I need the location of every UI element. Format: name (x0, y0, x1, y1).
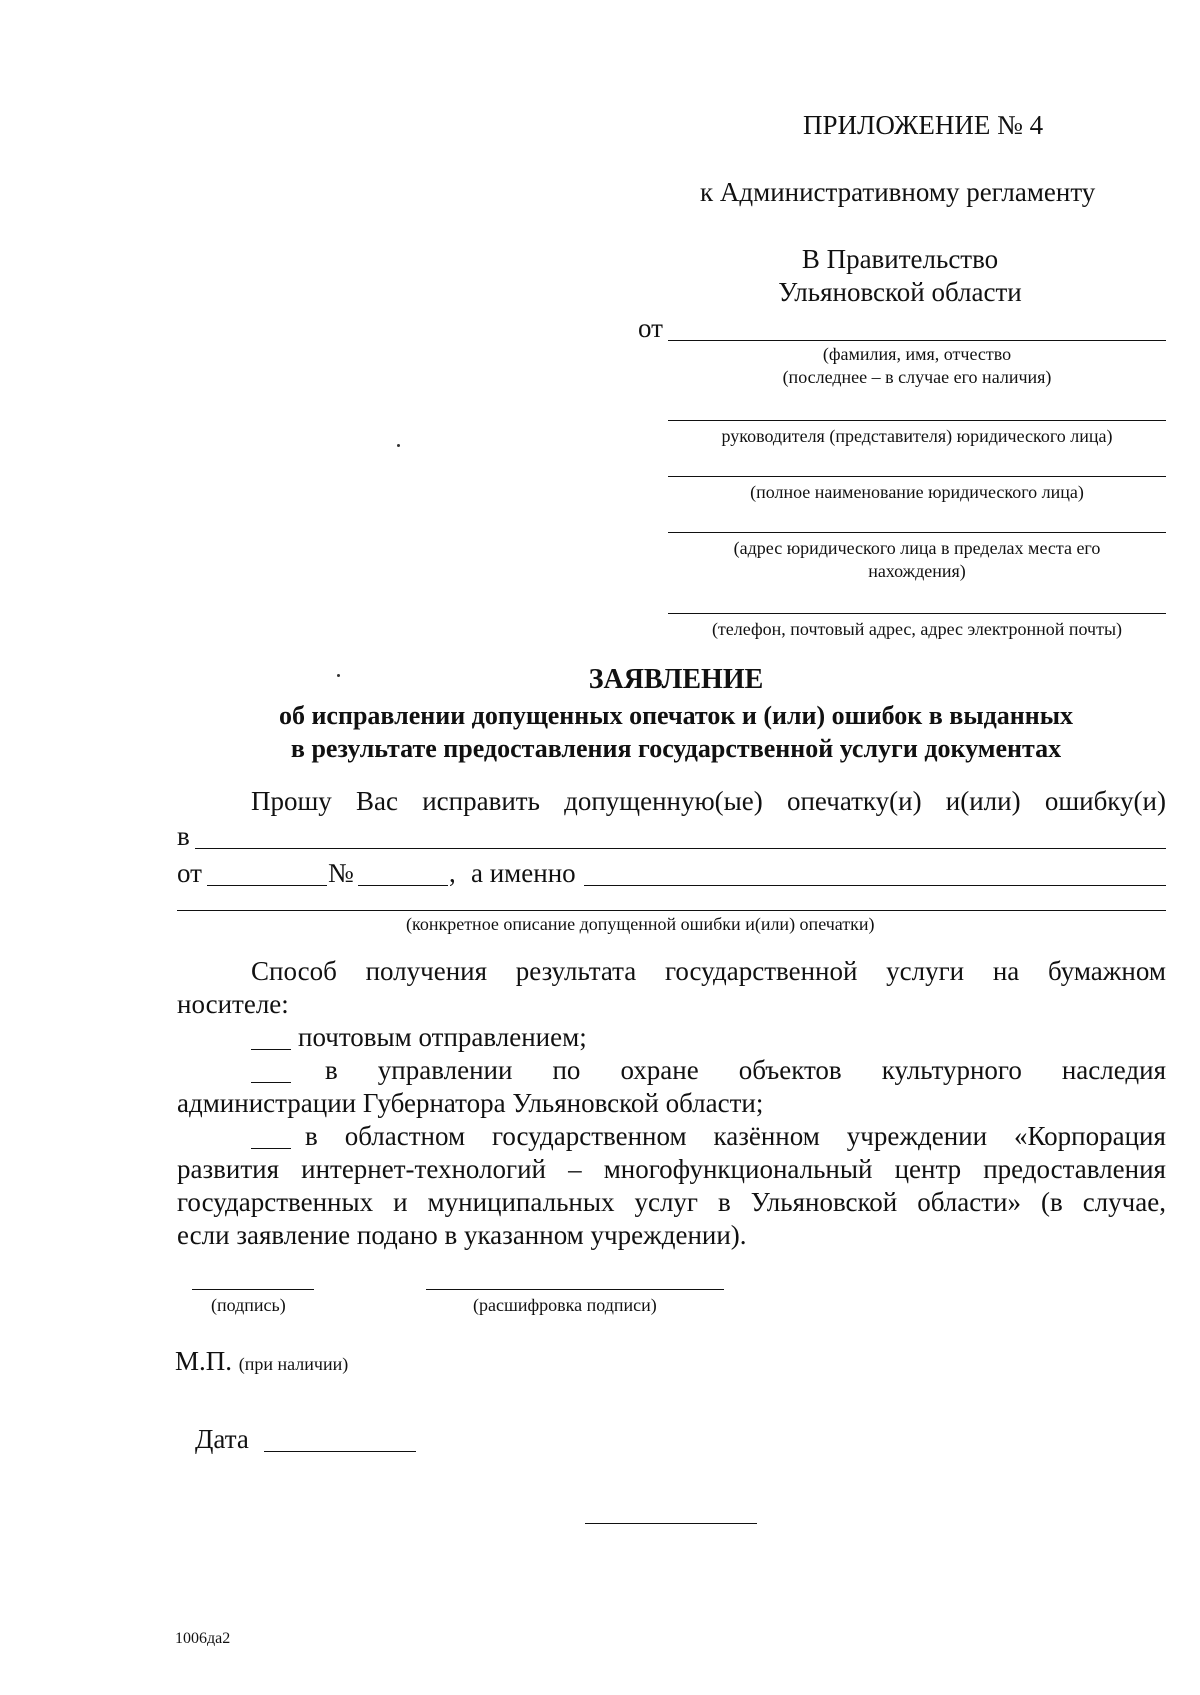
delivery-word: государственной (664, 956, 858, 986)
in-label: в (177, 821, 190, 851)
request-word: Прошу (251, 786, 332, 816)
option-word: в (718, 1187, 731, 1217)
seal-abbr: М.П. (175, 1346, 233, 1376)
option-word: муниципальных (427, 1187, 615, 1217)
signature-decode-caption: (расшифровка подписи) (473, 1295, 657, 1315)
fio-caption: (фамилия, имя, отчество (822, 344, 1012, 364)
option-mfc-line-2 (177, 1154, 1166, 1185)
option-word: в (305, 1121, 318, 1151)
document-number-line[interactable] (358, 885, 448, 886)
signature-line[interactable] (192, 1289, 314, 1290)
document-date-line[interactable] (207, 885, 327, 886)
option-mail-checkbox[interactable] (251, 1049, 291, 1050)
option-mfc-end: если заявление подано в указанном учреждении). (177, 1220, 747, 1250)
org-name-line[interactable] (668, 476, 1166, 477)
option-word: государственном (491, 1121, 687, 1151)
org-name-caption: (полное наименование юридического лица) (750, 482, 1084, 502)
delivery-word: результата (515, 956, 637, 986)
option-mfc-line-1 (305, 1121, 1166, 1152)
applicant-fio-line[interactable] (668, 340, 1166, 341)
date-from-label: от (177, 858, 202, 888)
signature-decode-line[interactable] (426, 1289, 724, 1290)
option-word: интернет-технологий (301, 1154, 546, 1184)
option-word: в (325, 1055, 338, 1085)
option-word: наследия (1061, 1055, 1166, 1085)
namely-line[interactable] (584, 885, 1166, 886)
date-label: Дата (195, 1424, 249, 1454)
request-word: допущенную(ые) (564, 786, 763, 816)
delivery-intro (251, 956, 1166, 987)
number-label: № (328, 858, 354, 888)
option-word: охране (620, 1055, 699, 1085)
option-word: (в (1040, 1187, 1063, 1217)
namely-label: а именно (471, 858, 576, 888)
option-word: управлении (377, 1055, 513, 1085)
address-line[interactable] (668, 532, 1166, 533)
date-line[interactable] (264, 1451, 416, 1452)
option-word: областном (344, 1121, 466, 1151)
seal-label (175, 1346, 348, 1377)
option-word: и (393, 1187, 408, 1217)
document-title: ЗАЯВЛЕНИЕ (588, 664, 764, 695)
option-mfc-line-3 (177, 1187, 1166, 1218)
document-name-line[interactable] (195, 848, 1166, 849)
option-word: Ульяновской (750, 1187, 898, 1217)
recipient-line-2: Ульяновской области (778, 277, 1022, 307)
option-word: культурного (881, 1055, 1022, 1085)
option-word: предоставления (983, 1154, 1166, 1184)
recipient-line-1: В Правительство (801, 244, 999, 274)
option-mail-label: почтовым отправлением; (298, 1022, 587, 1052)
option-word: «Корпорация (1014, 1121, 1166, 1151)
option-word: случае, (1082, 1187, 1166, 1217)
from-label: от (638, 313, 663, 343)
option-office-checkbox[interactable] (251, 1082, 291, 1083)
delivery-word: Способ (251, 956, 337, 986)
appendix-title: ПРИЛОЖЕНИЕ № 4 (803, 110, 1044, 140)
document-subtitle-1: об исправлении допущенных опечаток и (или) ошибок в выданных (278, 701, 1074, 730)
regulation-reference: к Административному регламенту (700, 177, 1096, 207)
head-caption: руководителя (представителя) юридического лица) (721, 426, 1113, 446)
document-subtitle-2: в результате предоставления государственной услуги документах (290, 734, 1062, 763)
option-word: казённом (713, 1121, 820, 1151)
delivery-word: услуги (886, 956, 965, 986)
delivery-word: получения (365, 956, 488, 986)
scan-speck (397, 444, 400, 447)
option-word: развития (177, 1154, 280, 1184)
option-word: государственных (177, 1187, 374, 1217)
address-caption-1: (адрес юридического лица в пределах места его (733, 538, 1101, 558)
option-word: многофункциональный (603, 1154, 873, 1184)
delivery-intro-end: носителе: (177, 989, 289, 1019)
request-word: исправить (422, 786, 540, 816)
description-line[interactable] (177, 910, 1166, 911)
address-caption-2: нахождения) (868, 561, 966, 581)
option-word: центр (894, 1154, 962, 1184)
seal-note: (при наличии) (238, 1354, 349, 1374)
request-word: опечатку(и) (786, 786, 922, 816)
comma: , (449, 858, 456, 888)
option-word: по (552, 1055, 581, 1085)
option-office-end: администрации Губернатора Ульяновской области; (177, 1088, 764, 1118)
request-word: и(или) (945, 786, 1021, 816)
option-word: объектов (738, 1055, 842, 1085)
request-word: ошибку(и) (1044, 786, 1166, 816)
option-word: услуг (634, 1187, 699, 1217)
option-word: – (568, 1154, 582, 1184)
request-word: Вас (356, 786, 398, 816)
option-office-text (325, 1055, 1166, 1086)
document-code: 1006да2 (175, 1630, 231, 1647)
fio-note-caption: (последнее – в случае его наличия) (782, 367, 1052, 387)
contacts-caption: (телефон, почтовый адрес, адрес электронной почты) (711, 619, 1123, 639)
option-word: учреждении (846, 1121, 988, 1151)
signature-caption: (подпись) (211, 1295, 286, 1315)
request-text (251, 786, 1166, 817)
option-word: области» (917, 1187, 1021, 1217)
delivery-word: бумажном (1048, 956, 1166, 986)
delivery-word: на (992, 956, 1020, 986)
applicant-head-line[interactable] (668, 420, 1166, 421)
extra-signature-line (585, 1523, 757, 1524)
description-caption: (конкретное описание допущенной ошибки и(или) опечатки) (406, 914, 875, 934)
option-mfc-checkbox[interactable] (251, 1148, 291, 1149)
contacts-line[interactable] (668, 613, 1166, 614)
